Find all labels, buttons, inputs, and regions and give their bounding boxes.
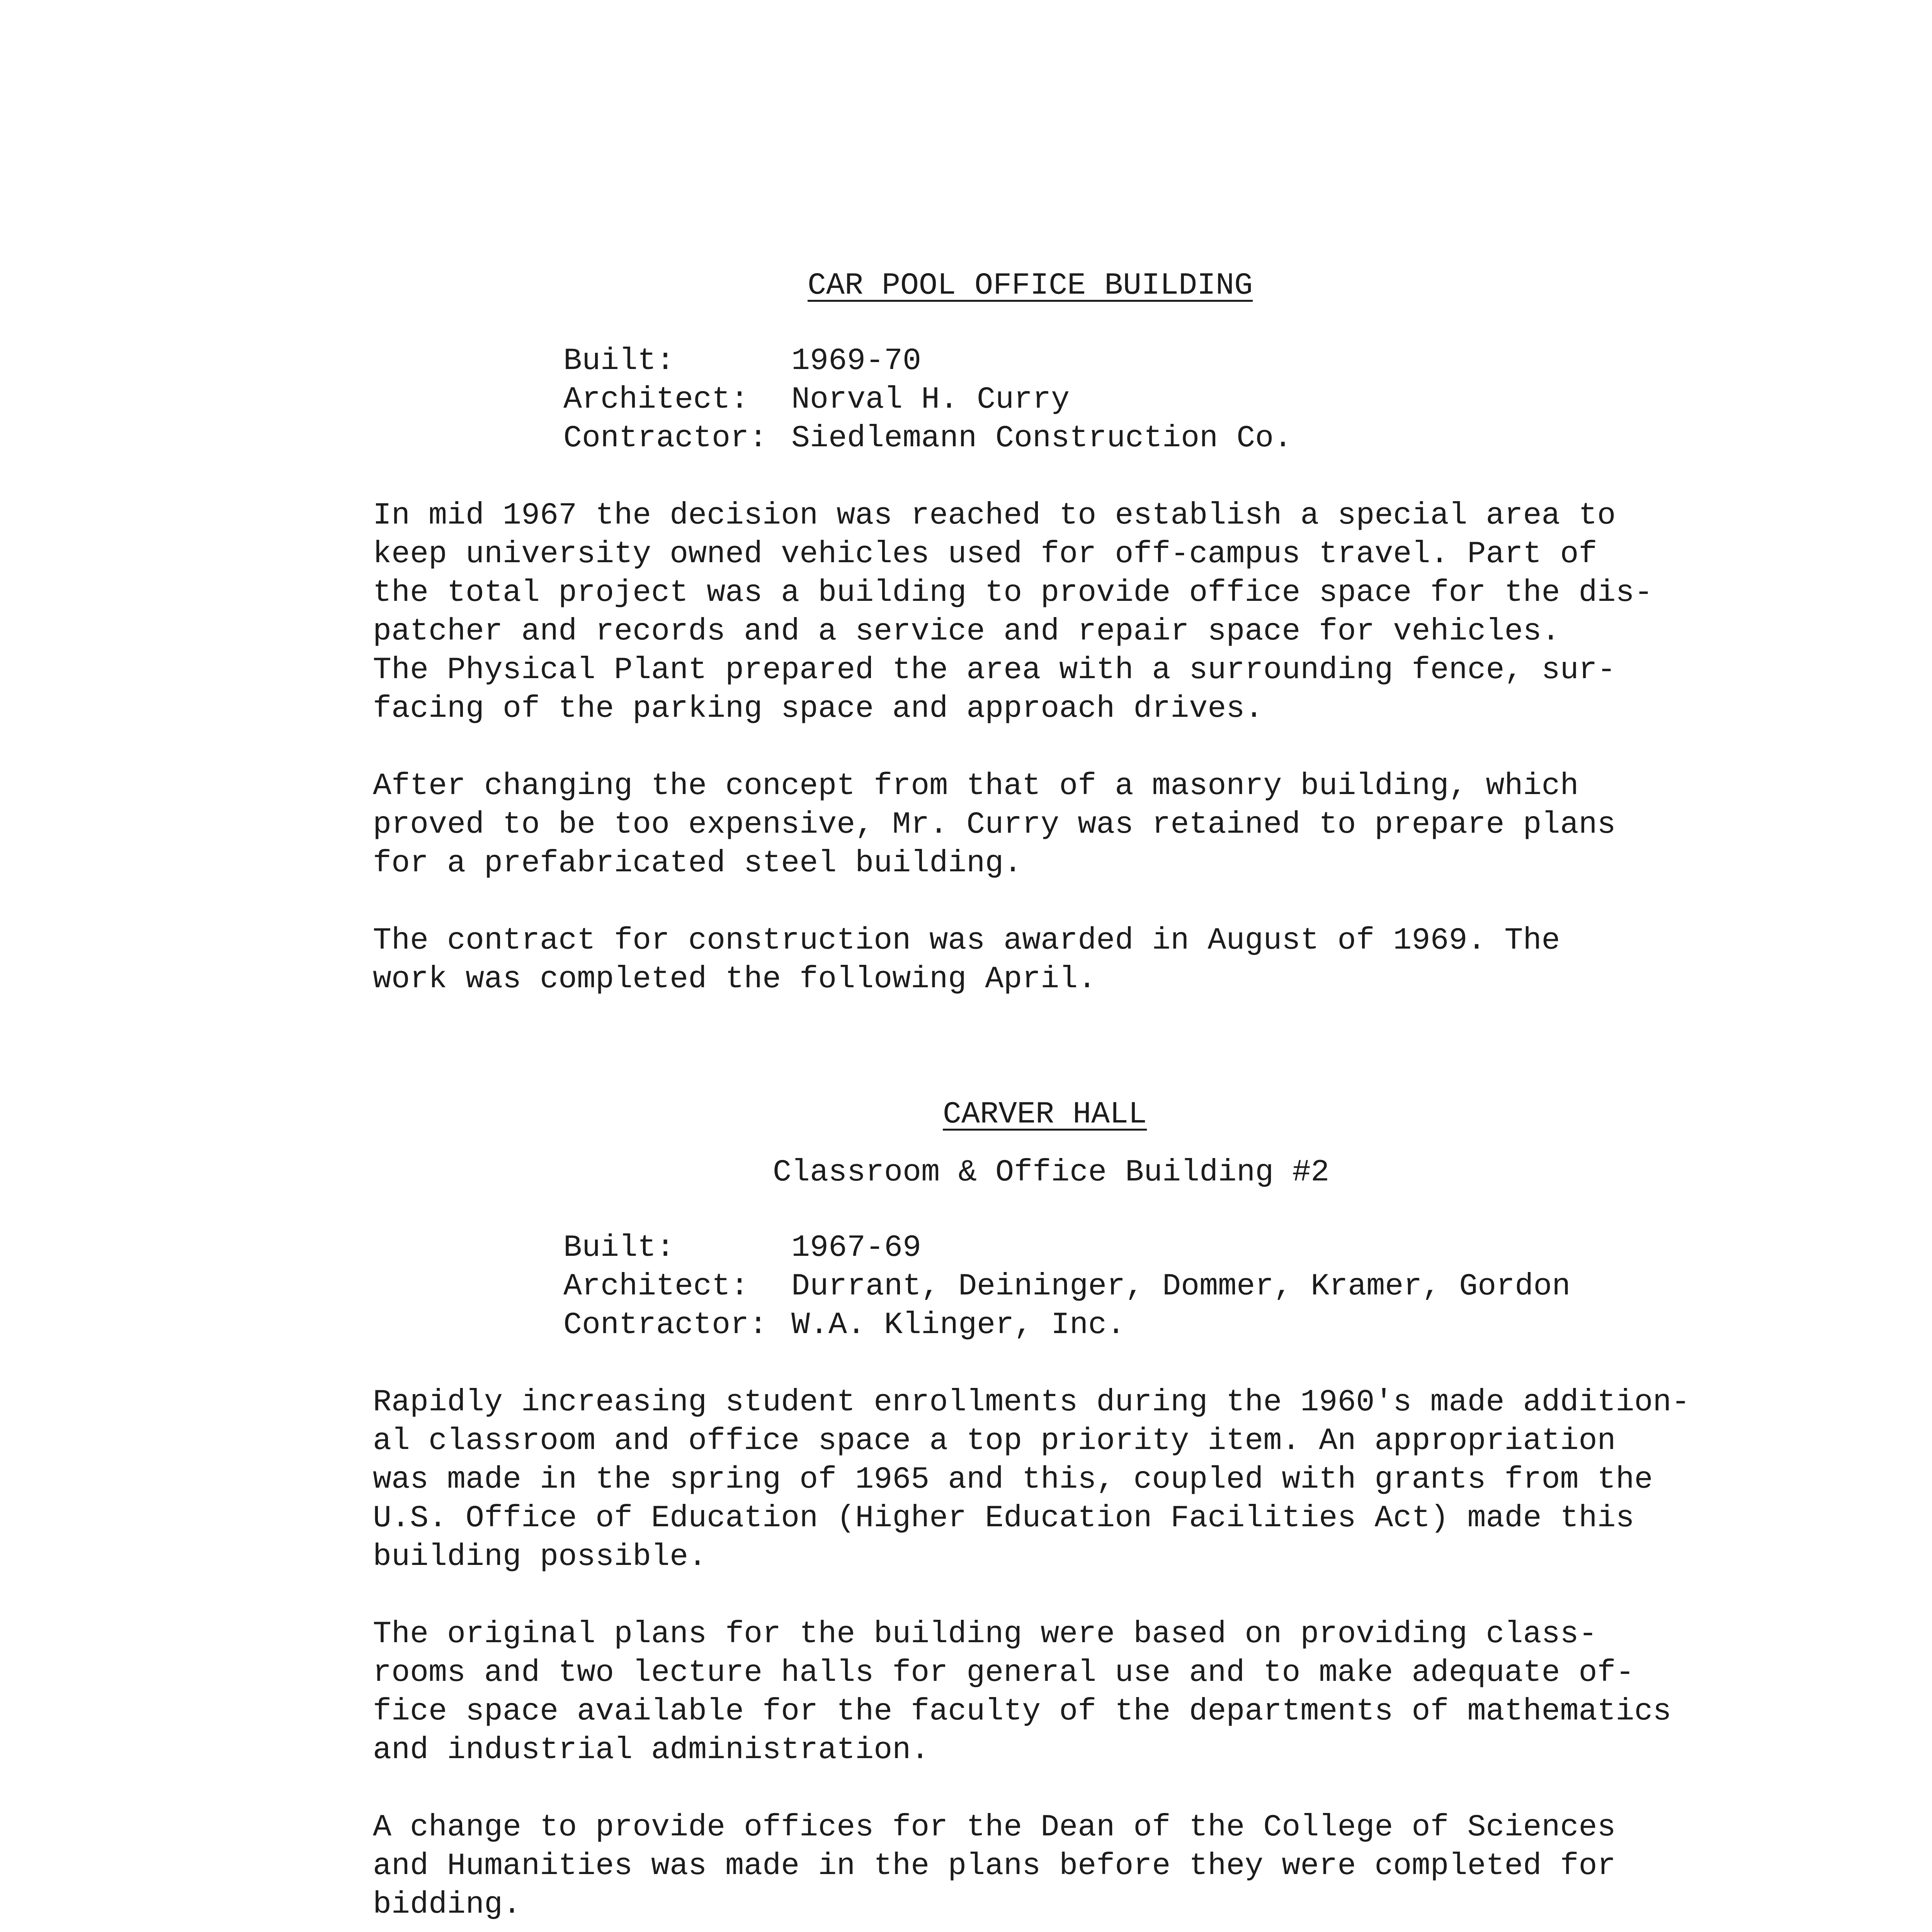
- car-pool-paragraph-1: [373, 497, 1653, 728]
- text-line: The Physical Plant prepared the area with a surrounding fence, sur-: [373, 653, 1616, 688]
- fact-label: Architect:: [563, 1269, 749, 1304]
- fact-row-contractor: [563, 1306, 1570, 1345]
- text-line: and industrial administration.: [373, 1733, 930, 1768]
- fact-row-architect: [563, 381, 1292, 419]
- car-pool-paragraph-3: [373, 922, 1560, 999]
- car-pool-heading: CAR POOL OFFICE BUILDING: [808, 268, 1253, 303]
- text-line: fice space available for the faculty of the departments of mathematics: [373, 1694, 1672, 1729]
- text-line: patcher and records and a service and repair space for vehicles.: [373, 614, 1560, 649]
- text-line: al classroom and office space a top priority item. An appropriation: [373, 1423, 1616, 1459]
- text-line: bidding.: [373, 1887, 522, 1922]
- text-line: was made in the spring of 1965 and this, coupled with grants from the: [373, 1462, 1653, 1497]
- text-line: keep university owned vehicles used for off-campus travel. Part of: [373, 537, 1597, 572]
- text-line: U.S. Office of Education (Higher Education Facilities Act) made this: [373, 1501, 1634, 1536]
- car-pool-paragraph-2: [373, 767, 1616, 883]
- text-line: The contract for construction was awarded in August of 1969. The: [373, 923, 1560, 958]
- text-line: for a prefabricated steel building.: [373, 846, 1022, 881]
- fact-row-built: [563, 342, 1292, 381]
- fact-label: Contractor:: [563, 1308, 768, 1343]
- fact-value: 1969-70: [791, 344, 922, 379]
- text-line: proved to be too expensive, Mr. Curry was retained to prepare plans: [373, 807, 1616, 842]
- carver-hall-subheading: Classroom & Office Building #2: [773, 1155, 1330, 1190]
- fact-value: Durrant, Deininger, Dommer, Kramer, Gordon: [791, 1269, 1571, 1304]
- text-line: Rapidly increasing student enrollments during the 1960's made addition-: [373, 1385, 1690, 1420]
- text-line: After changing the concept from that of a masonry building, which: [373, 769, 1579, 804]
- text-line: A change to provide offices for the Dean of the College of Sciences: [373, 1810, 1616, 1845]
- text-line: The original plans for the building were based on providing class-: [373, 1617, 1597, 1652]
- fact-label: Built:: [563, 1230, 675, 1265]
- text-line: rooms and two lecture halls for general use and to make adequate of-: [373, 1655, 1634, 1690]
- text-line: building possible.: [373, 1539, 707, 1575]
- fact-value: Siedlemann Construction Co.: [791, 421, 1293, 456]
- text-line: In mid 1967 the decision was reached to establish a special area to: [373, 498, 1616, 533]
- carver-hall-heading: CARVER HALL: [943, 1097, 1147, 1132]
- carver-hall-paragraph-1: [373, 1383, 1690, 1577]
- car-pool-facts: [563, 342, 1292, 458]
- fact-row-built: [563, 1229, 1570, 1267]
- text-line: facing of the parking space and approach drives.: [373, 691, 1264, 726]
- carver-hall-facts: [563, 1229, 1570, 1345]
- carver-hall-paragraph-3: [373, 1808, 1616, 1924]
- fact-label: Contractor:: [563, 421, 768, 456]
- fact-label: Architect:: [563, 382, 749, 417]
- fact-label: Built:: [563, 344, 675, 379]
- carver-hall-paragraph-2: [373, 1615, 1672, 1770]
- fact-row-contractor: [563, 419, 1292, 458]
- text-line: work was completed the following April.: [373, 962, 1097, 997]
- text-line: and Humanities was made in the plans before they were completed for: [373, 1849, 1616, 1884]
- text-line: the total project was a building to provide office space for the dis-: [373, 575, 1653, 611]
- fact-value: W.A. Klinger, Inc.: [791, 1308, 1126, 1343]
- fact-value: 1967-69: [791, 1230, 922, 1265]
- fact-value: Norval H. Curry: [791, 382, 1070, 417]
- fact-row-architect: [563, 1267, 1570, 1306]
